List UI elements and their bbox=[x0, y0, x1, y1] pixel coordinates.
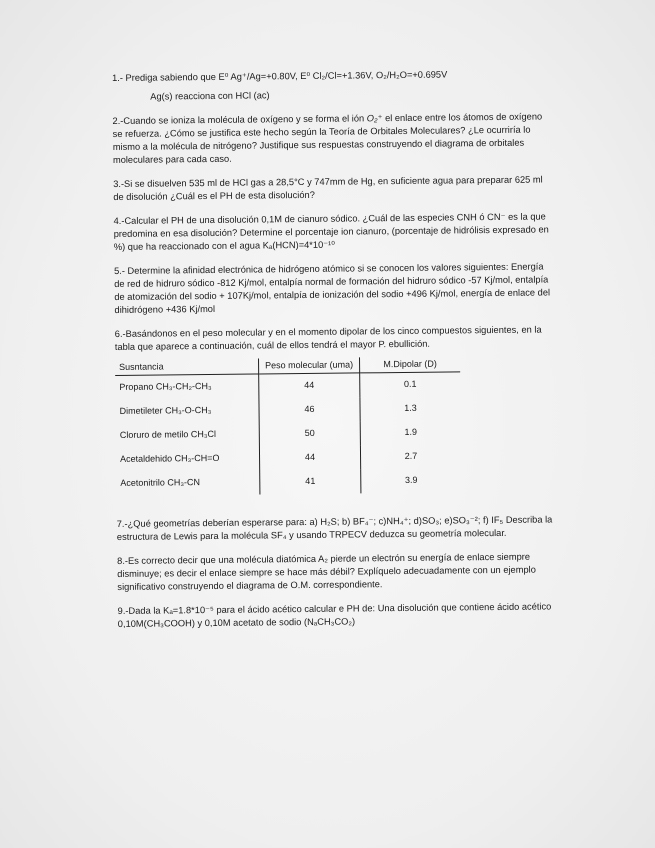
dipole-moment: 2.7 bbox=[404, 450, 418, 461]
question-1 bbox=[112, 67, 552, 104]
molecular-weight: 46 bbox=[259, 397, 360, 422]
molecular-weight: 44 bbox=[259, 373, 360, 399]
question-8: 8.-Es correcto decir que una molécula diatómica A₂ pierde un electrón su energía de enlace siempre disminuye; es decir el enlace siempre se hace más débil? Explíquelo adecuadamente con un ejemplo significativo construyendo el diagrama de O.M. correspondiente. bbox=[117, 551, 536, 592]
dipole-moment: 1.9 bbox=[404, 426, 418, 437]
table-row bbox=[115, 372, 460, 400]
table-row bbox=[115, 396, 460, 424]
molecular-weight: 44 bbox=[259, 445, 360, 470]
question-7: 7.-¿Qué geometrías deberían esperarse para: a) H₂S; b) BF₄⁻; c)NH₄⁺; d)SO₃; e)SO₃⁻²; f) IF₅ Describa la estructura de Lewis para la molécula SF₄ y usando TRPECV deduzca su geometría molecular. bbox=[116, 514, 553, 542]
substance-name: Acetonitrilo CH₃-CN bbox=[120, 477, 201, 488]
exam-questions bbox=[112, 67, 558, 642]
compounds-table bbox=[115, 356, 461, 496]
substance-name: Propano CH₃-CH₂-CH₃ bbox=[119, 380, 212, 392]
molecular-weight: 50 bbox=[259, 421, 360, 446]
question-2-pre: 2.-Cuando se ioniza la molécula de oxígeno y se forma el ión bbox=[112, 113, 367, 126]
header-dipole-moment: M.Dipolar (D) bbox=[360, 356, 461, 373]
question-2-post: el enlace entre los átomos de oxígeno se refuerza. ¿Cómo se justifica este hecho según la Teoría de Orbitales Moleculares? ¿Le ocurriría lo mismo a la molécula de nitrógeno? Justifique sus respuestas construyendo el diagrama de orbitales moleculares para cada caso. bbox=[112, 111, 543, 165]
question-6-text: 6.-Basándonos en el peso molecular y en el momento dipolar de los cinco compuestos siguientes, en la tabla que aparece a continuación, cuál de ellos tendrá el mayor P. ebullición. bbox=[114, 324, 542, 352]
question-9: 9.-Dada la Kₐ=1.8*10⁻⁵ para el ácido acético calcular e PH de: Una disolución que contiene ácido acético 0,10M(CH₃COOH) y 0,10M acetato de sodio (NₐCH₃CO₂) bbox=[117, 601, 552, 629]
table-row bbox=[116, 420, 461, 448]
dipole-moment: 1.3 bbox=[404, 402, 417, 413]
table-row bbox=[116, 468, 461, 496]
question-1-subtext: Ag(s) reacciona con HCl (ac) bbox=[150, 90, 270, 102]
substance-name: Acetaldehido CH₃-CH=O bbox=[120, 452, 220, 464]
molecular-weight: 41 bbox=[260, 469, 361, 494]
substance-name: Dimetileter CH₃-O-CH₃ bbox=[119, 404, 212, 416]
question-2 bbox=[112, 110, 553, 167]
table-row bbox=[116, 444, 461, 472]
question-5: 5.- Determine la afinidad electrónica de hidrógeno atómico si se conocen los valores siguientes: Energía de red de hidruro sódico -812 Kj/mol, entalpía normal de formación del hidruro sódico -57 Kj/mol, entalpía de atomización del sodio + 107Kj/mol, entalpía de ionización del sodio +496 Kj/mol, energía de enlace del dihidrógeno +436 Kj/mol bbox=[114, 261, 551, 315]
header-molecular-weight: Peso molecular (uma) bbox=[259, 357, 360, 374]
question-3: 3.-Si se disuelven 535 ml de HCl gas a 28,5°C y 747mm de Hg, en suficiente agua para preparar 625 ml de disolución ¿Cuál es el PH de esta disolución? bbox=[113, 174, 543, 202]
oxygen-ion: O₂⁺ bbox=[366, 113, 383, 124]
header-substance: Susntancia bbox=[115, 358, 259, 375]
dipole-moment: 3.9 bbox=[404, 474, 418, 485]
dipole-moment: 0.1 bbox=[403, 378, 417, 389]
question-4: 4.-Calcular el PH de una disolución 0,1M de cianuro sódico. ¿Cuál de las especies CNH ó CN⁻ es la que predomina en esa disolución? Determine el porcentaje ion cianuro, (porcentaje de hidrólisis expresado en %) que ha reaccionado con el agua Kₐ(HCN)=4*10⁻¹⁰ bbox=[113, 211, 549, 252]
question-6 bbox=[115, 323, 557, 496]
question-1-text: 1.- Prediga sabiendo que E⁰ Ag⁺/Ag=+0.80V, E⁰ Cl₂/Cl=+1.36V, O₂/H₂O=+0.695V bbox=[112, 69, 448, 83]
substance-name: Cloruro de metilo CH₃Cl bbox=[119, 428, 217, 440]
